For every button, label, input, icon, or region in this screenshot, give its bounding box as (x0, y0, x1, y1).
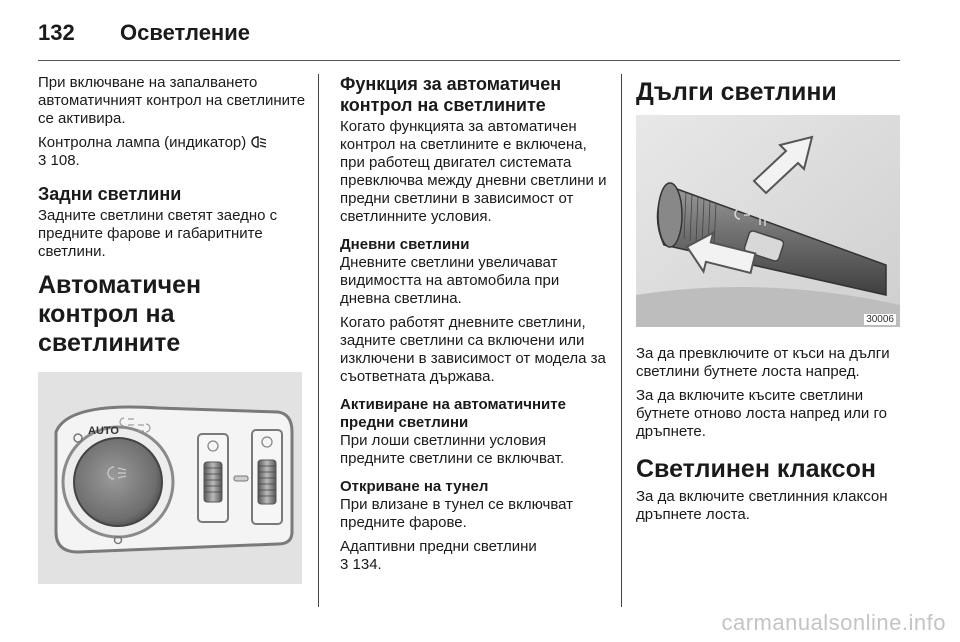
paragraph-adaptive: Адаптивни предни светлини 3 134. (340, 538, 537, 573)
chapter-title: Осветление (120, 20, 250, 45)
heading-tail-lights: Задни светлини (38, 184, 182, 204)
paragraph-auto-function: Когато функцията за автоматичен контрол на светлините е включена, при работещ двигател системата превключва между дневни светлини и предни светлини в зависимост от светлинните условия. (340, 118, 607, 225)
watermark: carmanualsonline.info (721, 610, 946, 635)
heading-tunnel-detection: Откриване на тунел (340, 478, 489, 495)
column-divider-1 (318, 74, 319, 607)
paragraph-headlight-flash: За да включите светлинния клаксон дръпнете лоста. (636, 488, 888, 523)
heading-headlight-flash: Светлинен клаксон (636, 455, 876, 483)
heading-high-beam: Дълги светлини (636, 78, 837, 106)
page-reference[interactable]: 3 134. (340, 556, 382, 573)
heading-daytime-running-lights: Дневни светлини (340, 236, 470, 253)
heading-activation-auto-headlights: Активиране на автоматичните предни светлини (340, 396, 566, 431)
stalk-illustration (636, 115, 900, 327)
column-2 (340, 74, 610, 580)
heading-auto-function: Функция за автоматичен контрол на светлините (340, 74, 562, 115)
paragraph-indicator: Контролна лампа (индикатор) 3 108. (38, 134, 308, 170)
column-divider-2 (621, 74, 622, 607)
heading-automatic-light-control: Автоматичен контрол на светлините (38, 271, 202, 357)
paragraph-high-beam-2: За да включите късите светлини бутнете отново лоста напред или го дръпнете. (636, 387, 887, 440)
paragraph-tunnel: При влизане в тунел се включват предните фарове. (340, 496, 574, 531)
column-3 (636, 74, 906, 530)
paragraph-activation-auto: При лоши светлинни условия предните светлини се включват. (340, 432, 565, 467)
paragraph-activation: При включване на запалването автоматичният контрол на светлините се активира. (38, 74, 306, 127)
header-divider (38, 60, 900, 61)
low-beam-indicator-icon (250, 134, 268, 151)
paragraph-tail-lights: Задните светлини светят заедно с предните фарове и габаритните светлини. (38, 207, 278, 260)
page-number: 132 (38, 20, 75, 45)
paragraph-drl-2: Когато работят дневните светлини, задните светлини са включени или изключени в зависимост от модела за съответната държава. (340, 314, 606, 385)
figure-number: 30006 (866, 314, 894, 325)
paragraph-drl-1: Дневните светлини увеличават видимостта на автомобила при дневна светлина. (340, 254, 560, 307)
page-header (38, 12, 900, 56)
column-1 (38, 74, 308, 584)
paragraph-high-beam-1: За да превключите от къси на дълги светлини бутнете лоста напред. (636, 345, 890, 380)
auto-label: AUTO (88, 425, 119, 437)
light-switch-illustration (38, 372, 302, 584)
page-reference[interactable]: 3 108. (38, 152, 80, 169)
